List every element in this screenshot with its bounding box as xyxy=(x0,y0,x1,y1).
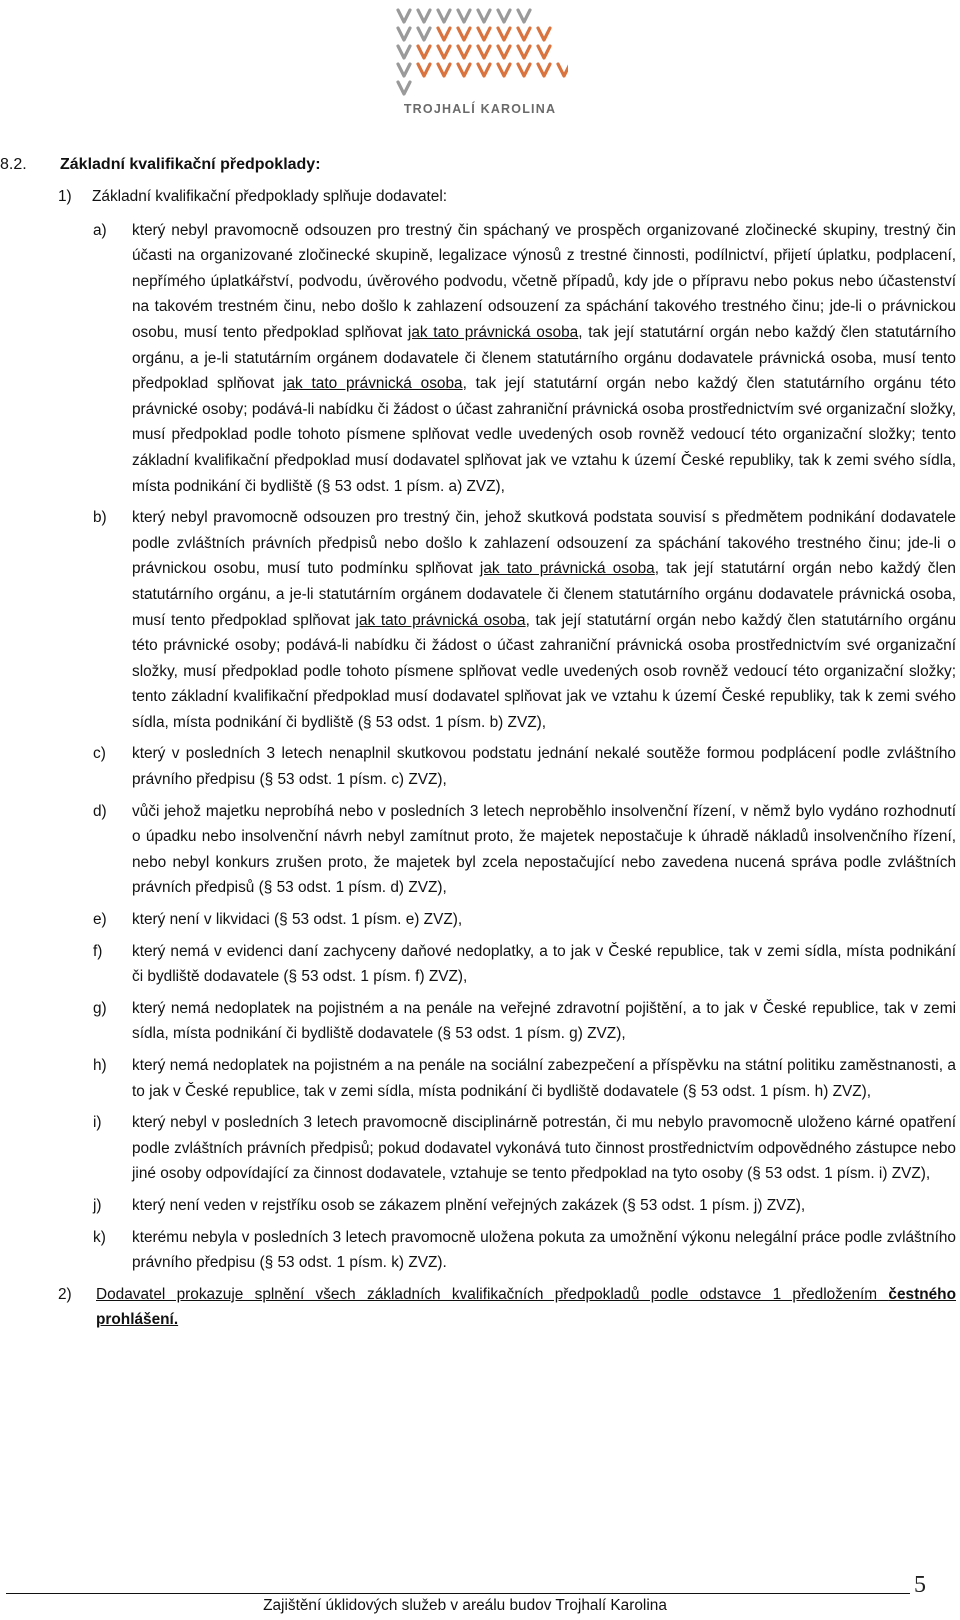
logo-chevron xyxy=(478,28,490,40)
logo-chevron xyxy=(538,46,550,58)
list-item-label: a) xyxy=(93,221,107,239)
list-item xyxy=(0,505,960,735)
point-2-number: 2) xyxy=(58,1285,72,1303)
list-item-text xyxy=(132,1225,956,1276)
list-item xyxy=(0,741,960,792)
list-item xyxy=(0,939,960,990)
list-item-label: f) xyxy=(93,942,103,960)
logo-chevron xyxy=(438,46,450,58)
section-number: 8.2. xyxy=(0,156,27,173)
logo-chevron xyxy=(438,28,450,40)
text-run: který nemá nedoplatek na pojistném a na penále na veřejné zdravotní pojištění, a to jak v České republice, tak v zemi sídla, místa podnikání či bydliště dodavatele (§ 53 odst. 1 písm. g) ZVZ), xyxy=(132,999,956,1043)
text-run: který nemá v evidenci daní zachyceny daňové nedoplatky, a to jak v České republice, tak v zemi sídla, místa podnikání či bydliště dodavatele (§ 53 odst. 1 písm. f) ZVZ), xyxy=(132,942,956,986)
logo-wordmark: TROJHALÍ KAROLINA xyxy=(403,102,557,116)
text-run: kterému nebyla v posledních 3 letech pravomocně uložena pokuta za umožnění výkonu nelegální práce podle zvláštního právního předpisu (§ 53 odst. 1 písm. k) ZVZ). xyxy=(132,1228,956,1272)
list-item-text xyxy=(132,996,956,1047)
logo-chevron xyxy=(458,64,470,76)
logo-chevron xyxy=(458,28,470,40)
list-item-text xyxy=(132,799,956,901)
list-item-label: d) xyxy=(93,802,107,820)
list-item-text xyxy=(132,1053,956,1104)
logo-chevron xyxy=(418,46,430,58)
text-run: vůči jehož majetku neprobíhá nebo v posledních 3 letech neproběhlo insolvenční řízení, v němž bylo vydáno rozhodnutí o úpadku nebo insolvenční návrh nebyl zamítnut proto, že majetek nepostačuje k úhradě nákladů insolvenčního řízení, nebo nebyl konkurs zrušen proto, že majetek byl zcela nepostačující nebo zavedena nucená správa podle zvláštních právních předpisů (§ 53 odst. 1 písm. d) ZVZ), xyxy=(132,802,956,897)
list-item-label: c) xyxy=(93,745,106,763)
point-1 xyxy=(0,184,960,210)
text-run: který nebyl v posledních 3 letech pravomocně disciplinárně potrestán, či mu nebylo pravomocně uloženo kárné opatření podle zvláštních právních předpisů; pokud dodavatel vykonává tuto činnost prostřednictvím odpovědného zástupce nebo jiné osoby odpovídající za činnost dodavatele, vztahuje se tento předpoklad na tyto osoby (§ 53 odst. 1 písm. i) ZVZ), xyxy=(132,1114,956,1183)
logo xyxy=(392,4,568,120)
logo-chevron xyxy=(438,10,450,22)
list-item-label: h) xyxy=(93,1057,107,1074)
list-item-text xyxy=(132,1110,956,1187)
logo-chevron xyxy=(458,46,470,58)
logo-chevron xyxy=(478,10,490,22)
list-item xyxy=(0,799,960,901)
list-item-text xyxy=(132,218,956,500)
logo-chevron xyxy=(478,64,490,76)
underlined-phrase: jak tato právnická osoba xyxy=(283,375,463,393)
list-item-label: j) xyxy=(93,1196,102,1214)
logo-chevron xyxy=(538,64,550,76)
logo-chevron xyxy=(418,28,430,40)
logo-chevron xyxy=(398,64,410,76)
point-1-text: Základní kvalifikační předpoklady splňuje dodavatel: xyxy=(92,188,448,205)
list-item xyxy=(0,1225,960,1276)
text-run: , tak její statutární orgán nebo každý člen statutárního orgánu, a je-li statutárním orgánem dodavatele či členem statutárního orgánu dodavatele právnická osoba, musí tento předpoklad splňovat xyxy=(132,323,956,393)
text-run: který nebyl pravomocně odsouzen pro trestný čin spáchaný ve prospěch organizované zločinecké skupiny, trestný čin účasti na organizované zločinecké skupině, legalizace výnosů z trestné činnosti, podílnictví, přijetí úplatku, podplacení, nepřímého úplatkářství, podvodu, úvěrového podvodu, včetně případů, kdy jde o přípravu nebo pokus nebo účastenství na takovém trestném činu, nebo došlo k zahlazení odsouzení za spáchání takového trestného činu; jde-li o právnickou osobu, musí tento předpoklad splňovat xyxy=(132,221,956,341)
requirements-list xyxy=(0,218,960,1276)
footer-divider xyxy=(6,1593,910,1594)
logo-chevron xyxy=(558,64,568,76)
point-2-text-bold: čestného prohlášení. xyxy=(96,1285,956,1329)
text-run: který v posledních 3 letech nenaplnil skutkovou podstatu jednání nekalé soutěže formou podplácení podle zvláštního právního předpisu (§ 53 odst. 1 písm. c) ZVZ), xyxy=(132,745,956,789)
point-1-number: 1) xyxy=(58,188,72,205)
list-item-text xyxy=(132,1193,956,1219)
text-run: který nemá nedoplatek na pojistném a na penále na sociální zabezpečení a příspěvku na státní politiku zaměstnanosti, a to jak v České republice, tak v zemi sídla, místa podnikání či bydliště dodavatele (§ 53 odst. 1 písm. h) ZVZ), xyxy=(132,1057,956,1100)
document-body xyxy=(0,150,960,1333)
logo-chevron xyxy=(398,10,410,22)
logo-chevron xyxy=(498,10,510,22)
underlined-phrase: jak tato právnická osoba xyxy=(479,560,655,578)
list-item-label: k) xyxy=(93,1228,106,1246)
text-run: , tak její statutární orgán nebo každý člen statutárního orgánu této právnické osoby; podává-li nabídku či žádost o účast zahraniční právnická osoba prostřednictvím své organizační složky, musí předpoklad podle tohoto písmene splňovat vedle uvedených osob rovněž vedoucí této organizační složky; tento základní kvalifikační předpoklad musí dodavatel splňovat jak ve vztahu k území České republiky, tak k zemi svého sídla, místa podnikání či bydliště (§ 53 odst. 1 písm. b) ZVZ), xyxy=(132,611,957,731)
list-item-text xyxy=(132,939,956,990)
logo-chevron xyxy=(418,64,430,76)
logo-chevron xyxy=(418,10,430,22)
logo-chevron xyxy=(498,64,510,76)
list-item xyxy=(0,907,960,933)
list-item-label: e) xyxy=(93,911,107,929)
footer-text: Zajištění úklidových služeb v areálu budov Trojhalí Karolina xyxy=(263,1597,667,1614)
logo-chevron xyxy=(518,10,530,22)
logo-chevron xyxy=(478,46,490,58)
logo-chevron xyxy=(458,10,470,22)
underlined-phrase: jak tato právnická osoba xyxy=(407,323,579,341)
list-item-label: g) xyxy=(93,999,107,1017)
text-run: který nebyl pravomocně odsouzen pro trestný čin, jehož skutková podstata souvisí s předmětem podnikání dodavatele podle zvláštních právních předpisů nebo došlo k zahlazení odsouzení za spáchání takového trestného činu; jde-li o právnickou osobu, musí tuto podmínku splňovat xyxy=(132,509,956,578)
list-item-text xyxy=(132,741,956,792)
list-item-label: b) xyxy=(93,509,107,527)
list-item xyxy=(0,1193,960,1219)
logo-chevron xyxy=(498,46,510,58)
logo-chevron xyxy=(398,28,410,40)
logo-chevron xyxy=(438,64,450,76)
logo-chevron xyxy=(398,82,410,94)
point-2 xyxy=(0,1282,960,1333)
text-run: , tak její statutární orgán nebo každý člen statutárního orgánu, a je-li statutárním orgánem dodavatele či členem statutárního orgánu dodavatele právnická osoba, musí tento předpoklad splňovat xyxy=(132,560,956,629)
list-item xyxy=(0,218,960,500)
list-item xyxy=(0,996,960,1047)
text-run: který není veden v rejstříku osob se zákazem plnění veřejných zakázek (§ 53 odst. 1 písm. j) ZVZ), xyxy=(132,1196,806,1214)
logo-chevron xyxy=(518,64,530,76)
logo-chevron xyxy=(518,46,530,58)
list-item-text xyxy=(132,505,956,735)
underlined-phrase: jak tato právnická osoba xyxy=(355,611,526,629)
point-2-text-main: Dodavatel prokazuje splnění všech základních kvalifikačních předpokladů podle odstavce 1 předložením xyxy=(96,1285,889,1303)
text-run: který není v likvidaci (§ 53 odst. 1 písm. e) ZVZ), xyxy=(132,911,463,929)
list-item-text xyxy=(132,907,956,933)
logo-chevron xyxy=(518,28,530,40)
logo-chevron xyxy=(538,28,550,40)
list-item xyxy=(0,1053,960,1104)
text-run: , tak její statutární orgán nebo každý člen statutárního orgánu této právnické osoby; podává-li nabídku či žádost o účast zahraniční právnická osoba prostřednictvím své organizační složky, musí předpoklad podle tohoto písmene splňovat vedle uvedených osob rovněž vedoucí této organizační složky; tento základní kvalifikační předpoklad musí dodavatel splňovat jak ve vztahu k území České republiky, tak k zemi svého sídla, místa podnikání či bydliště (§ 53 odst. 1 písm. a) ZVZ), xyxy=(132,375,956,495)
page-number: 5 xyxy=(914,1572,926,1598)
logo-chevron xyxy=(498,28,510,40)
logo-chevrons-graphic xyxy=(392,4,568,100)
section-title: Základní kvalifikační předpoklady: xyxy=(60,156,321,173)
list-item xyxy=(0,1110,960,1187)
point-2-text xyxy=(96,1282,956,1333)
logo-chevron xyxy=(398,46,410,58)
list-item-label: i) xyxy=(93,1114,102,1132)
section-heading xyxy=(0,150,960,184)
